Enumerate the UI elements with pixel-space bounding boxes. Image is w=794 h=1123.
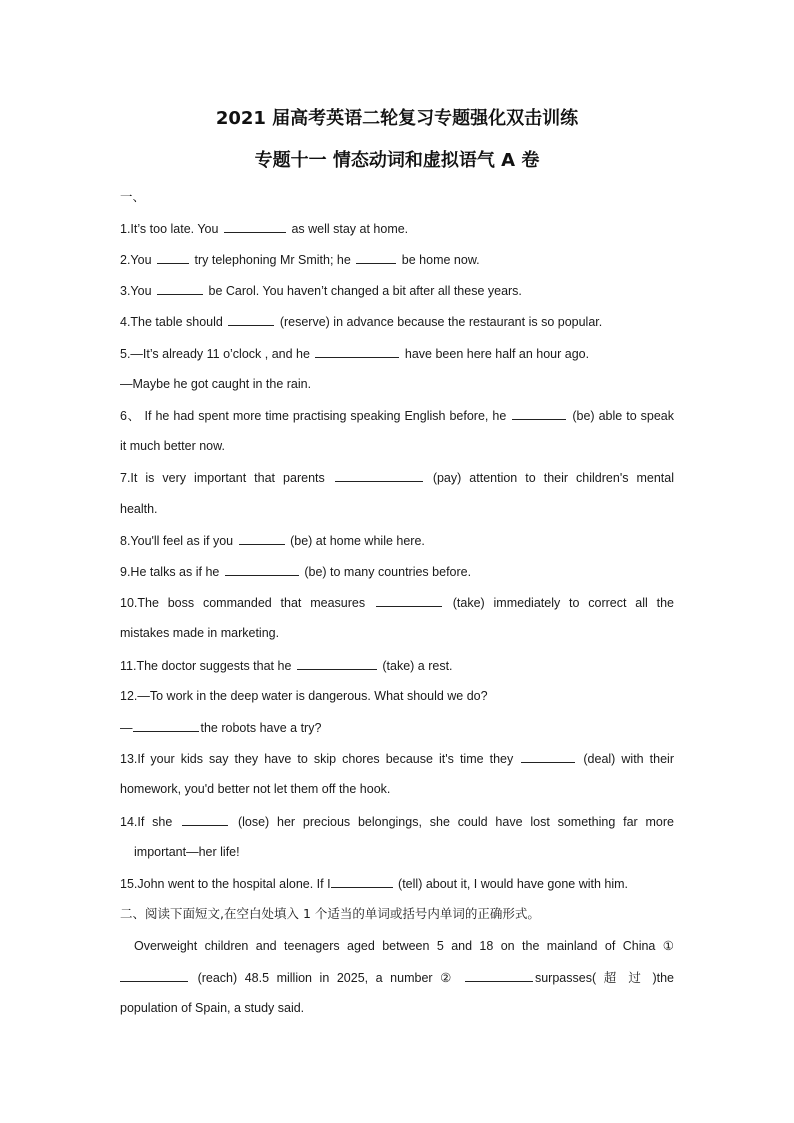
passage-text: surpasses(: [534, 971, 597, 985]
blank-number-1: ①: [662, 939, 674, 953]
question-text: (be) able to speak: [572, 409, 675, 423]
answer-blank[interactable]: [335, 468, 423, 482]
answer-blank[interactable]: [331, 874, 393, 888]
question-5-reply: —Maybe he got caught in the rain.: [120, 377, 312, 391]
answer-blank[interactable]: [512, 406, 566, 420]
question-9: [120, 562, 674, 581]
passage-text: Overweight children and teenagers aged between 5 and 18 on the mainland of China: [134, 939, 656, 953]
passage-line-2: [120, 968, 674, 987]
blank-number-2: ②: [440, 971, 456, 985]
answer-blank[interactable]: [521, 749, 575, 763]
question-text: 3.You: [120, 284, 152, 298]
question-text: (be) at home while here.: [290, 534, 425, 548]
question-13-continued: homework, you'd better not let them off the hook.: [120, 782, 391, 796]
answer-blank[interactable]: [157, 281, 203, 295]
question-1: [120, 219, 674, 238]
question-14: [120, 812, 674, 831]
question-text: 11.The doctor suggests that he: [120, 659, 292, 673]
question-4: [120, 312, 674, 331]
question-6-continued: it much better now.: [120, 439, 225, 453]
question-text: 9.He talks as if he: [120, 565, 220, 579]
question-text: 2.You: [120, 253, 152, 267]
question-text: 6、 If he had spent more time practising speaking English before, he: [120, 409, 507, 423]
question-5: [120, 344, 674, 363]
question-text: be Carol. You haven’t changed a bit after all these years.: [208, 284, 522, 298]
question-text: 8.You'll feel as if you: [120, 534, 234, 548]
answer-blank-2[interactable]: [465, 968, 533, 982]
page-subtitle: 专题十一 情态动词和虚拟语气 A 卷: [254, 150, 540, 171]
question-text: as well stay at home.: [291, 222, 409, 236]
question-text: the robots have a try?: [200, 721, 322, 735]
answer-blank[interactable]: [133, 718, 199, 732]
answer-blank[interactable]: [228, 312, 274, 326]
question-text: (reserve) in advance because the restaurant is so popular.: [279, 315, 603, 329]
question-text: 13.If your kids say they have to skip chores because it's time they: [120, 752, 514, 766]
question-text: (be) to many countries before.: [304, 565, 472, 579]
answer-blank[interactable]: [224, 219, 286, 233]
question-text: (pay) attention to their children's mental: [432, 471, 674, 485]
question-12-reply: [120, 718, 674, 737]
section1-label: 一、: [120, 190, 146, 204]
question-text: (lose) her precious belongings, she could have lost something far more: [237, 815, 674, 829]
answer-blank[interactable]: [297, 656, 377, 670]
question-text: try telephoning Mr Smith; he: [194, 253, 351, 267]
question-15: [120, 874, 674, 893]
question-10: [120, 593, 674, 612]
question-12: 12.—To work in the deep water is dangerous. What should we do?: [120, 689, 488, 703]
question-3: [120, 281, 674, 300]
answer-blank[interactable]: [376, 593, 442, 607]
question-text: be home now.: [401, 253, 480, 267]
question-2: [120, 250, 674, 269]
question-text: —: [120, 721, 133, 735]
question-7: [120, 468, 674, 487]
question-text: 5.—It’s already 11 o’clock , and he: [120, 347, 310, 361]
question-10-continued: mistakes made in marketing.: [120, 626, 280, 640]
section2-label: 二、阅读下面短文,在空白处填入 1 个适当的单词或括号内单词的正确形式。: [120, 906, 540, 921]
question-text: 14.If she: [120, 815, 173, 829]
question-text: have been here half an hour ago.: [404, 347, 590, 361]
question-text: 1.It’s too late. You: [120, 222, 219, 236]
passage-line-1: [134, 937, 674, 955]
question-14-continued: important—her life!: [134, 845, 240, 859]
question-text: 15.John went to the hospital alone. If I: [120, 877, 331, 891]
answer-blank[interactable]: [315, 344, 399, 358]
answer-blank[interactable]: [356, 250, 396, 264]
page-title: 2021 届高考英语二轮复习专题强化双击训练: [215, 108, 579, 129]
question-8: [120, 531, 674, 550]
question-text: (take) immediately to correct all the: [452, 596, 674, 610]
question-text: 10.The boss commanded that measures: [120, 596, 366, 610]
question-7-continued: health.: [120, 502, 158, 516]
answer-blank[interactable]: [157, 250, 189, 264]
question-text: (tell) about it, I would have gone with him.: [398, 877, 629, 891]
question-6: [120, 406, 674, 425]
question-text: 7.It is very important that parents: [120, 471, 325, 485]
question-text: 4.The table should: [120, 315, 223, 329]
question-13: [120, 749, 674, 768]
question-text: (take) a rest.: [382, 659, 453, 673]
answer-blank[interactable]: [225, 562, 299, 576]
question-11: [120, 656, 674, 675]
passage-gloss: 超 过: [603, 970, 645, 985]
question-text: (deal) with their: [583, 752, 674, 766]
passage-text: )the: [652, 971, 675, 985]
answer-blank[interactable]: [239, 531, 285, 545]
answer-blank[interactable]: [182, 812, 228, 826]
passage-text: (reach) 48.5 million in 2025, a number: [197, 971, 433, 985]
answer-blank-1[interactable]: [120, 968, 188, 982]
passage-line-3: population of Spain, a study said.: [120, 1001, 305, 1015]
